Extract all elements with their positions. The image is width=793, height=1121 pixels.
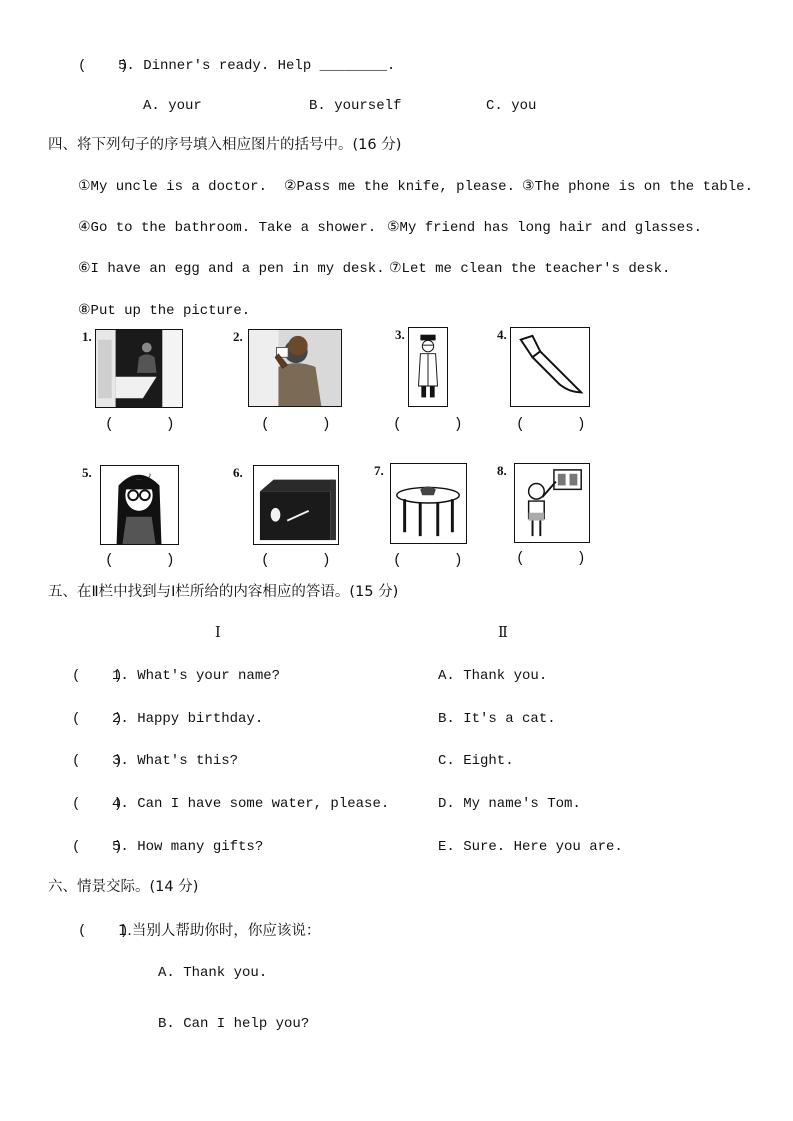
match-question-5: 5. How many gifts? bbox=[112, 839, 264, 855]
q3-5-option-c: C. you bbox=[486, 98, 537, 114]
picture-3-answer[interactable]: ( ) bbox=[393, 417, 463, 433]
match-question-3: 3. What's this? bbox=[112, 753, 239, 769]
picture-7-number: 7. bbox=[374, 463, 384, 478]
picture-6-number: 6. bbox=[233, 465, 243, 480]
picture-5-number: 5. bbox=[82, 465, 92, 480]
situation-question-1: 1.当别人帮助你时，你应该说： bbox=[118, 923, 321, 939]
match-answer-d: D. My name's Tom. bbox=[438, 796, 581, 812]
sentence-3: ③The phone is on the table. bbox=[522, 179, 753, 195]
match-bracket-3[interactable]: ( ) bbox=[72, 753, 123, 769]
boy-putting-up-picture bbox=[514, 463, 590, 543]
sentence-5: ⑤My friend has long hair and glasses. bbox=[387, 220, 702, 236]
match-bracket-4[interactable]: ( ) bbox=[72, 796, 123, 812]
match-answer-b: B. It's a cat. bbox=[438, 711, 556, 727]
picture-6-answer[interactable]: ( ) bbox=[261, 553, 331, 569]
match-question-4: 4. Can I have some water, please. bbox=[112, 796, 390, 812]
picture-2-number: 2. bbox=[233, 329, 243, 344]
knife-picture bbox=[510, 327, 590, 407]
svg-text:♪: ♪ bbox=[147, 470, 152, 480]
picture-3-number: 3. bbox=[395, 327, 405, 342]
section4-heading: 四、将下列句子的序号填入相应图片的括号中。(16 分) bbox=[48, 137, 402, 153]
situation-bracket-1[interactable]: ( ) bbox=[78, 923, 129, 939]
sentence-2: ②Pass me the knife, please. bbox=[284, 179, 515, 195]
sentence-1: ①My uncle is a doctor. bbox=[78, 179, 267, 195]
picture-5-answer[interactable]: ( ) bbox=[105, 553, 175, 569]
match-bracket-5[interactable]: ( ) bbox=[72, 839, 123, 855]
picture-1-number: 1. bbox=[82, 329, 92, 344]
section5-heading: 五、在Ⅱ栏中找到与Ⅰ栏所给的内容相应的答语。(15 分) bbox=[48, 584, 399, 600]
doctor-picture bbox=[408, 327, 448, 407]
q3-5-bracket: ( ) bbox=[78, 58, 129, 74]
match-question-1: 1. What's your name? bbox=[112, 668, 281, 684]
picture-4-number: 4. bbox=[497, 327, 507, 342]
match-bracket-1[interactable]: ( ) bbox=[72, 668, 123, 684]
girl-long-hair-glasses-picture bbox=[100, 465, 179, 545]
picture-2-answer[interactable]: ( ) bbox=[261, 417, 331, 433]
sentence-4: ④Go to the bathroom. Take a shower. bbox=[78, 220, 377, 236]
match-question-2: 2. Happy birthday. bbox=[112, 711, 264, 727]
match-bracket-2[interactable]: ( ) bbox=[72, 711, 123, 727]
section6-heading: 六、情景交际。(14 分) bbox=[48, 879, 199, 895]
match-answer-e: E. Sure. Here you are. bbox=[438, 839, 623, 855]
picture-8-number: 8. bbox=[497, 463, 507, 478]
column-1-header: Ⅰ bbox=[215, 625, 221, 641]
sentence-7: ⑦Let me clean the teacher's desk. bbox=[389, 261, 671, 277]
q3-5-option-a: A. your bbox=[143, 98, 202, 114]
bathroom-shower-picture bbox=[95, 329, 183, 408]
q3-5-question: 5. Dinner's ready. Help ________. bbox=[118, 58, 396, 74]
phone-on-table-picture bbox=[390, 463, 467, 544]
picture-7-answer[interactable]: ( ) bbox=[393, 553, 463, 569]
column-2-header: Ⅱ bbox=[498, 625, 508, 641]
man-drinking-picture bbox=[248, 329, 342, 407]
desk-egg-pen-picture bbox=[253, 465, 339, 545]
match-answer-c: C. Eight. bbox=[438, 753, 514, 769]
match-answer-a: A. Thank you. bbox=[438, 668, 548, 684]
picture-1-answer[interactable]: ( ) bbox=[105, 417, 175, 433]
situation-option-b: B. Can I help you? bbox=[158, 1016, 310, 1032]
situation-option-a: A. Thank you. bbox=[158, 965, 268, 981]
picture-8-answer[interactable]: ( ) bbox=[516, 551, 586, 567]
picture-4-answer[interactable]: ( ) bbox=[516, 417, 586, 433]
q3-5-option-b: B. yourself bbox=[309, 98, 402, 114]
sentence-6: ⑥I have an egg and a pen in my desk. bbox=[78, 261, 385, 277]
sentence-8: ⑧Put up the picture. bbox=[78, 303, 251, 319]
